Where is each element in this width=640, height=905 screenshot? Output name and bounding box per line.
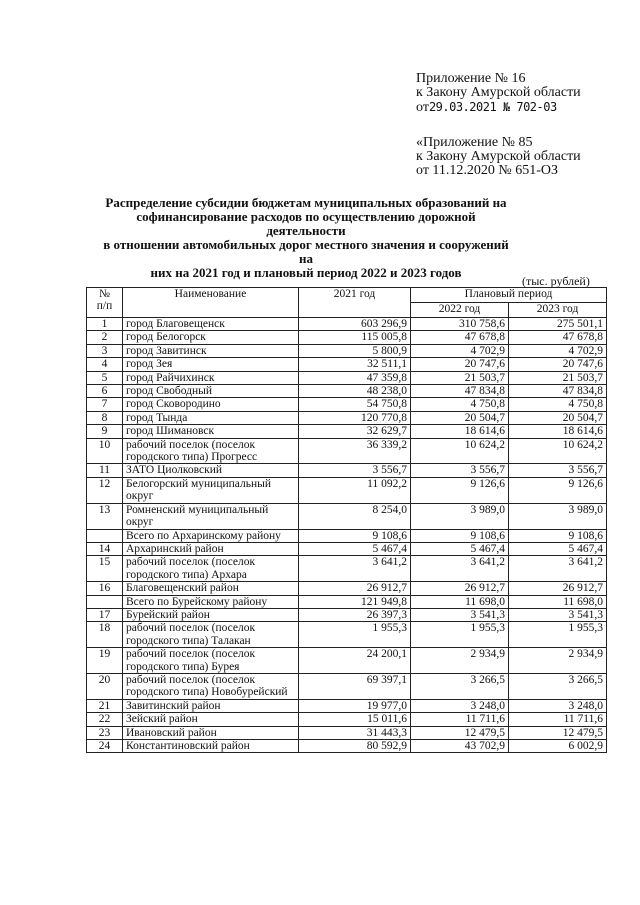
row-2021: 26 397,3: [299, 608, 411, 621]
row-name: Ромненский муниципальный округ: [123, 503, 299, 529]
row-name: Белогорский муниципальный округ: [123, 477, 299, 503]
row-2022: 11 698,0: [411, 595, 509, 608]
original-appendix-header: [416, 136, 581, 178]
row-2021: 48 238,0: [299, 385, 411, 398]
row-number: 10: [87, 438, 123, 464]
table-row: [87, 358, 607, 371]
row-2022: 4 750,8: [411, 398, 509, 411]
row-2022: 47 678,8: [411, 331, 509, 344]
table-row: [87, 529, 607, 542]
document-title: [96, 196, 516, 280]
row-number: 2: [87, 331, 123, 344]
row-2021: 32 511,1: [299, 358, 411, 371]
row-number: [87, 529, 123, 542]
row-2022: 3 556,7: [411, 464, 509, 477]
row-2022: 5 467,4: [411, 542, 509, 555]
row-name: город Райчихинск: [123, 371, 299, 384]
original-appendix-number: «Приложение № 85: [416, 135, 533, 150]
title-line-2: софинансирование расходов по осуществлению дорожной деятельности: [136, 209, 476, 238]
row-2021: 1 955,3: [299, 622, 411, 648]
header-2023: 2023 год: [509, 303, 607, 318]
row-name: город Сковородино: [123, 398, 299, 411]
row-2022: 2 934,9: [411, 648, 509, 674]
row-2022: 3 541,3: [411, 608, 509, 621]
row-2022: 310 758,6: [411, 318, 509, 331]
appendix-law-ref: к Закону Амурской области: [416, 85, 581, 100]
row-2023: 3 641,2: [509, 556, 607, 582]
row-name: рабочий поселок (поселок городского типа) Бурея: [123, 648, 299, 674]
header-number-sign: №: [99, 288, 110, 300]
row-2023: 3 541,3: [509, 608, 607, 621]
row-number: 18: [87, 622, 123, 648]
row-2022: 20 747,6: [411, 358, 509, 371]
row-2021: 19 977,0: [299, 699, 411, 712]
row-name: город Шимановск: [123, 425, 299, 438]
row-2023: 26 912,7: [509, 582, 607, 595]
row-name: город Белогорск: [123, 331, 299, 344]
table-row: [87, 318, 607, 331]
row-number: 21: [87, 699, 123, 712]
row-name: Всего по Архаринскому району: [123, 529, 299, 542]
row-2021: 31 443,3: [299, 726, 411, 739]
row-2023: 9 126,6: [509, 477, 607, 503]
row-number: 20: [87, 673, 123, 699]
row-2021: 3 641,2: [299, 556, 411, 582]
row-2022: 11 711,6: [411, 713, 509, 726]
row-2023: 21 503,7: [509, 371, 607, 384]
row-2023: 11 698,0: [509, 595, 607, 608]
row-2023: 3 556,7: [509, 464, 607, 477]
row-name: Завитинский район: [123, 699, 299, 712]
row-2023: 9 108,6: [509, 529, 607, 542]
header-number: [87, 288, 123, 318]
appendix-date-line: [416, 100, 581, 115]
row-number: [87, 595, 123, 608]
row-2021: 5 800,9: [299, 344, 411, 357]
row-2021: 3 556,7: [299, 464, 411, 477]
row-name: рабочий поселок (поселок городского типа) Новобурейский: [123, 673, 299, 699]
row-number: 12: [87, 477, 123, 503]
row-number: 19: [87, 648, 123, 674]
row-2023: 4 750,8: [509, 398, 607, 411]
row-2021: 54 750,8: [299, 398, 411, 411]
row-2023: 20 747,6: [509, 358, 607, 371]
row-name: город Благовещенск: [123, 318, 299, 331]
row-name: Всего по Бурейскому району: [123, 595, 299, 608]
header-number-pp: п/п: [96, 300, 113, 313]
row-name: Благовещенский район: [123, 582, 299, 595]
row-number: 16: [87, 582, 123, 595]
row-name: рабочий поселок (поселок городского типа) Талакан: [123, 622, 299, 648]
row-2022: 1 955,3: [411, 622, 509, 648]
table-row: [87, 673, 607, 699]
row-2023: 6 002,9: [509, 740, 607, 753]
row-2021: 9 108,6: [299, 529, 411, 542]
row-number: 17: [87, 608, 123, 621]
row-2022: 3 248,0: [411, 699, 509, 712]
row-2023: 18 614,6: [509, 425, 607, 438]
row-name: Бурейский район: [123, 608, 299, 621]
row-2021: 26 912,7: [299, 582, 411, 595]
header-2021: 2021 год: [299, 288, 411, 318]
row-number: 24: [87, 740, 123, 753]
table-row: [87, 331, 607, 344]
header-name: Наименование: [123, 288, 299, 318]
row-2023: 12 479,5: [509, 726, 607, 739]
row-2022: 3 266,5: [411, 673, 509, 699]
title-line-4: них на 2021 год и плановый период 2022 и 2023 годов: [150, 265, 462, 280]
table-row: [87, 740, 607, 753]
table-row: [87, 595, 607, 608]
row-number: 13: [87, 503, 123, 529]
table-row: [87, 398, 607, 411]
row-2023: 47 678,8: [509, 331, 607, 344]
row-name: город Завитинск: [123, 344, 299, 357]
row-2021: 115 005,8: [299, 331, 411, 344]
table-row: [87, 385, 607, 398]
row-name: город Тында: [123, 411, 299, 424]
row-2021: 603 296,9: [299, 318, 411, 331]
table-row: [87, 648, 607, 674]
row-2022: 20 504,7: [411, 411, 509, 424]
row-2022: 3 641,2: [411, 556, 509, 582]
header-2022: 2022 год: [411, 303, 509, 318]
row-name: город Свободный: [123, 385, 299, 398]
row-name: Зейский район: [123, 713, 299, 726]
table-row: [87, 608, 607, 621]
header-plan-period: Плановый период: [411, 288, 607, 303]
table-row: [87, 411, 607, 424]
row-2023: 3 266,5: [509, 673, 607, 699]
handwritten-date-number: 29.03.2021 № 702-03: [428, 100, 557, 114]
row-2022: 3 989,0: [411, 503, 509, 529]
row-2021: 15 011,6: [299, 713, 411, 726]
row-2023: 5 467,4: [509, 542, 607, 555]
row-2022: 12 479,5: [411, 726, 509, 739]
table-row: [87, 556, 607, 582]
row-name: Ивановский район: [123, 726, 299, 739]
table-row: [87, 503, 607, 529]
row-2022: 43 702,9: [411, 740, 509, 753]
table-row: [87, 477, 607, 503]
row-2023: 2 934,9: [509, 648, 607, 674]
row-2023: 3 248,0: [509, 699, 607, 712]
table-body: [87, 318, 607, 753]
row-number: 22: [87, 713, 123, 726]
row-2022: 21 503,7: [411, 371, 509, 384]
title-line-3: в отношении автомобильных дорог местного значения и сооружений на: [103, 237, 509, 266]
row-2021: 5 467,4: [299, 542, 411, 555]
row-2021: 69 397,1: [299, 673, 411, 699]
row-number: 4: [87, 358, 123, 371]
row-2022: 26 912,7: [411, 582, 509, 595]
row-name: рабочий поселок (поселок городского типа) Архара: [123, 556, 299, 582]
row-number: 3: [87, 344, 123, 357]
table-row: [87, 438, 607, 464]
table-row: [87, 425, 607, 438]
row-name: Архаринский район: [123, 542, 299, 555]
row-number: 9: [87, 425, 123, 438]
row-name: город Зея: [123, 358, 299, 371]
original-appendix-date: от 11.12.2020 № 651-ОЗ: [416, 163, 559, 178]
appendix-header: [416, 72, 581, 115]
units-label: (тыс. рублей): [522, 274, 590, 288]
row-number: 23: [87, 726, 123, 739]
table-row: [87, 582, 607, 595]
table-row: [87, 371, 607, 384]
row-2021: 8 254,0: [299, 503, 411, 529]
row-2021: 80 592,9: [299, 740, 411, 753]
row-number: 6: [87, 385, 123, 398]
original-appendix-law-ref: к Закону Амурской области: [416, 149, 581, 164]
row-2021: 121 949,8: [299, 595, 411, 608]
row-2022: 10 624,2: [411, 438, 509, 464]
row-2023: 275 501,1: [509, 318, 607, 331]
row-2021: 24 200,1: [299, 648, 411, 674]
table-row: [87, 542, 607, 555]
row-number: 8: [87, 411, 123, 424]
row-2021: 36 339,2: [299, 438, 411, 464]
row-2022: 9 108,6: [411, 529, 509, 542]
row-2021: 120 770,8: [299, 411, 411, 424]
table-row: [87, 464, 607, 477]
row-2022: 9 126,6: [411, 477, 509, 503]
row-name: рабочий поселок (поселок городского типа) Прогресс: [123, 438, 299, 464]
row-2021: 32 629,7: [299, 425, 411, 438]
table-row: [87, 622, 607, 648]
row-2023: 1 955,3: [509, 622, 607, 648]
table-row: [87, 726, 607, 739]
row-2021: 47 359,8: [299, 371, 411, 384]
row-2022: 4 702,9: [411, 344, 509, 357]
row-number: 7: [87, 398, 123, 411]
row-2023: 47 834,8: [509, 385, 607, 398]
row-2023: 10 624,2: [509, 438, 607, 464]
row-number: 11: [87, 464, 123, 477]
table-row: [87, 713, 607, 726]
row-2023: 20 504,7: [509, 411, 607, 424]
table-row: [87, 344, 607, 357]
appendix-number: Приложение № 16: [416, 71, 526, 86]
row-2021: 11 092,2: [299, 477, 411, 503]
date-prefix: от: [416, 100, 429, 115]
table-row: [87, 699, 607, 712]
row-number: 1: [87, 318, 123, 331]
subsidy-table: [86, 287, 607, 753]
row-2022: 47 834,8: [411, 385, 509, 398]
row-2023: 11 711,6: [509, 713, 607, 726]
row-name: Константиновский район: [123, 740, 299, 753]
row-2023: 4 702,9: [509, 344, 607, 357]
title-line-1: Распределение субсидии бюджетам муниципальных образований на: [105, 195, 507, 210]
row-2023: 3 989,0: [509, 503, 607, 529]
row-number: 5: [87, 371, 123, 384]
row-2022: 18 614,6: [411, 425, 509, 438]
row-number: 14: [87, 542, 123, 555]
row-number: 15: [87, 556, 123, 582]
row-name: ЗАТО Циолковский: [123, 464, 299, 477]
